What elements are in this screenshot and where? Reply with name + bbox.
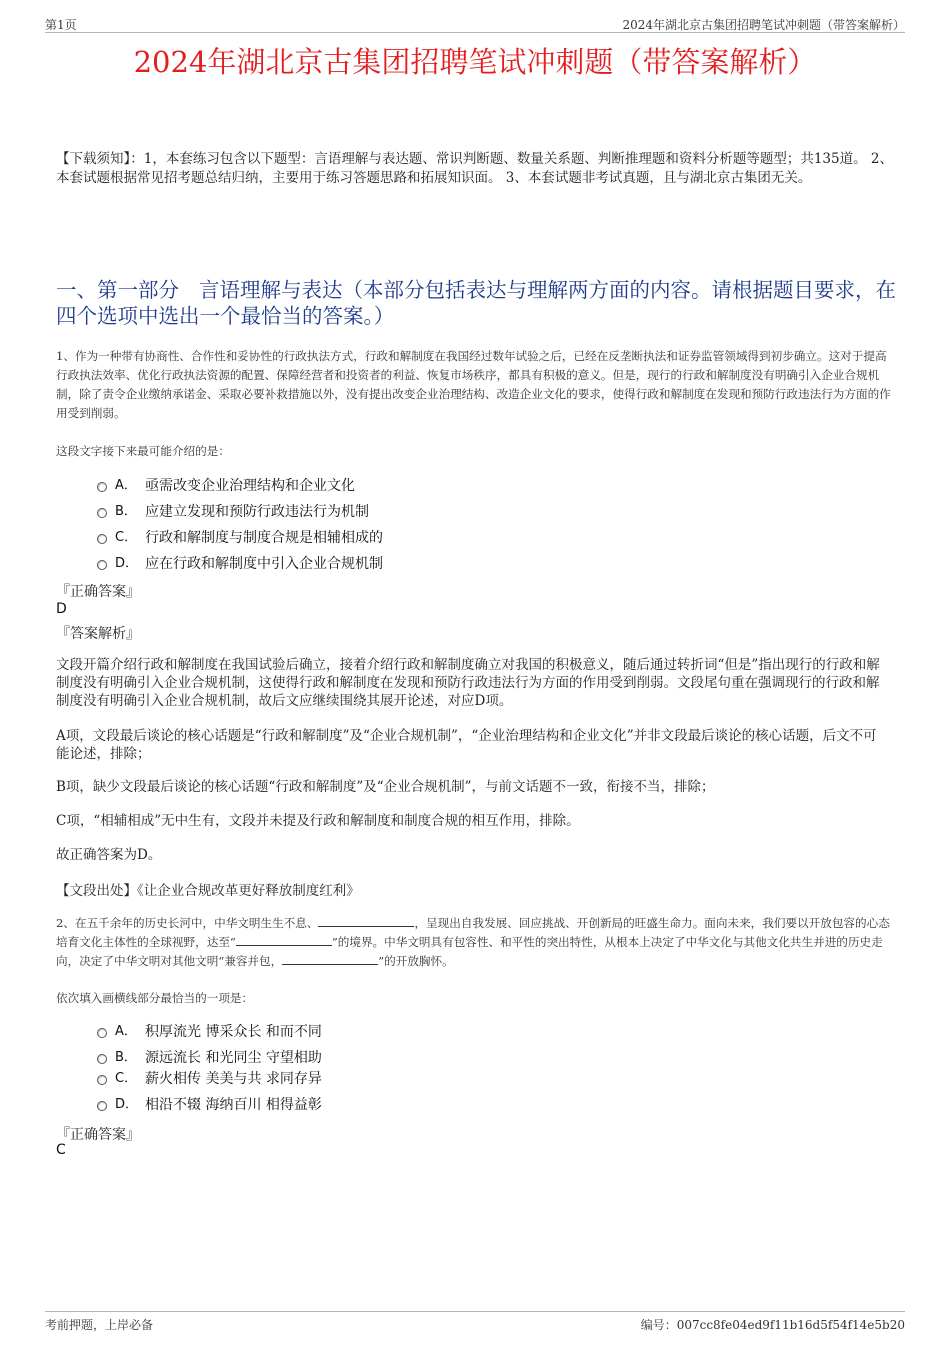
- question-2-prompt: 依次填入画横线部分最恰当的一项是：: [56, 991, 254, 1005]
- question-1-stem: 1、作为一种带有协商性、合作性和妥协性的行政执法方式，行政和解制度在我国经过数年试验之后，已经在反垄断执法和证券监管领域得到初步确立。这对于提高行政执法效率、优化行政执法资源的配置、保障经营者和投资者的利益、恢复市场秩序，都具有积极的意义。但是，现行的行政和解制度没有明确引入企业合规机制，除了责令企业缴纳承诺金、采取必要补救措施以外，没有提出改变企业治理结构、改造企业文化的要求，使得行政和解制度在发现和预防行政违法行为方面的作用受到削弱。: [56, 349, 891, 420]
- fill-blank-3[interactable]: [282, 953, 378, 965]
- page-header: [45, 14, 905, 33]
- radio-icon[interactable]: [97, 1101, 107, 1111]
- page-number: 第1页: [45, 18, 77, 32]
- radio-icon[interactable]: [97, 534, 107, 544]
- question-2-stem: 2、在五千余年的历史长河中，中华文明生生不息、 ，呈现出自我发展、回应挑战、开创新局的旺盛生命力。面向未来，我们要以开放包容的心态培育文化主体性的全球视野，达至“ ”的境界。中华文明具有包容性、和平性的突出特性，从根本上决定了中华文化与其他文化共生并进的历史走向，决定了中华文明对其他文明“兼容并包， ”的开放胸怀。: [56, 916, 890, 968]
- q1-analysis-paragraph: A项，文段最后谈论的核心话题是“行政和解制度”及“企业合规机制”，“企业治理结构和企业文化”并非文段最后谈论的核心话题，后文不可能论述，排除；: [56, 728, 877, 762]
- q1-source: 【文段出处】《让企业合规改革更好释放制度红利》: [56, 883, 360, 899]
- radio-icon[interactable]: [97, 560, 107, 570]
- document-title: 2024年湖北京古集团招聘笔试冲刺题（带答案解析）: [133, 45, 817, 79]
- radio-icon[interactable]: [97, 1075, 107, 1085]
- fill-blank-2[interactable]: [236, 934, 332, 946]
- download-notice: 【下载须知】：1，本套练习包含以下题型：言语理解与表达题、常识判断题、数量关系题、判断推理题和资料分析题等题型；共135道。 2、本套试题根据常见招考题总结归纳，主要用于练习答题思路和拓展知识面。 3、本套试题非考试真题，且与湖北京古集团无关。: [56, 151, 893, 186]
- header-doc-title: 2024年湖北京古集团招聘笔试冲刺题（带答案解析）: [622, 18, 905, 32]
- q2-answer: C: [56, 1142, 66, 1158]
- section-heading: [56, 277, 898, 329]
- question-1-prompt: 这段文字接下来最可能介绍的是：: [56, 444, 230, 458]
- radio-icon[interactable]: [97, 1028, 107, 1038]
- radio-icon[interactable]: [97, 1054, 107, 1064]
- q1-answer-label: 『正确答案』: [56, 584, 140, 600]
- q1-analysis-paragraph: 文段开篇介绍行政和解制度在我国试验后确立，接着介绍行政和解制度确立对我国的积极意义，随后通过转折词“但是”指出现行的行政和解制度没有明确引入企业合规机制，这使得行政和解制度在发现和预防行政违法行为方面的作用受到削弱。文段尾句重在强调现行的行政和解制度没有明确引入企业合规机制，故后文应继续围绕其展开论述，对应D项。: [56, 657, 880, 709]
- radio-icon[interactable]: [97, 482, 107, 492]
- footer-doc-id: 编号：007cc8fe04ed9f11b16d5f54f14e5b20: [640, 1318, 905, 1332]
- page-footer: [45, 1311, 905, 1334]
- q1-analysis-paragraph: B项，缺少文段最后谈论的核心话题“行政和解制度”及“企业合规机制”，与前文话题不一致，衔接不当，排除；: [56, 779, 715, 795]
- q1-analysis-paragraph: C项，“相辅相成”无中生有，文段并未提及行政和解制度和制度合规的相互作用，排除。: [56, 813, 580, 829]
- q1-analysis-label: 『答案解析』: [56, 626, 140, 642]
- section-label: 一、第一部分: [56, 278, 179, 302]
- radio-icon[interactable]: [97, 508, 107, 518]
- q1-analysis-paragraph: 故正确答案为D。: [56, 847, 162, 863]
- footer-slogan: 考前押题，上岸必备: [45, 1318, 154, 1332]
- fill-blank-1[interactable]: [318, 915, 414, 927]
- section-text: 言语理解与表达（本部分包括表达与理解两方面的内容。请根据题目要求，在四个选项中选出一个最恰当的答案。）: [56, 278, 896, 328]
- q2-answer-label: 『正确答案』: [56, 1127, 140, 1143]
- q1-answer: D: [56, 601, 67, 617]
